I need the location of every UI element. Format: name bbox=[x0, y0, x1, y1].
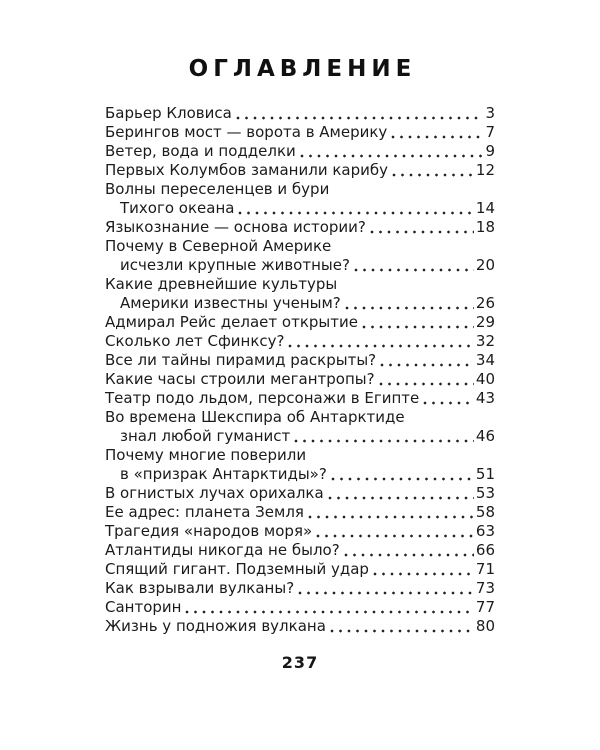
toc-entry-page-number: 12 bbox=[475, 161, 495, 179]
toc-entry-title: Какие древнейшие культуры bbox=[105, 275, 338, 293]
toc-entry-page-number: 51 bbox=[475, 465, 495, 483]
toc-entry-page-number: 73 bbox=[475, 579, 495, 597]
dot-leader bbox=[308, 515, 474, 519]
toc-entry-title: Атлантиды никогда не было? bbox=[105, 541, 340, 559]
dot-leader bbox=[380, 363, 474, 367]
toc-entry-main-line bbox=[105, 313, 495, 332]
toc-entry-main-line bbox=[105, 427, 495, 446]
toc-entry-page-number: 9 bbox=[485, 142, 495, 160]
toc-entry bbox=[105, 123, 495, 142]
toc-entry-first-line bbox=[105, 275, 495, 294]
toc-entry bbox=[105, 332, 495, 351]
toc-entry-main-line bbox=[105, 351, 495, 370]
toc-entry bbox=[105, 560, 495, 579]
toc-entry-main-line bbox=[105, 541, 495, 560]
toc-entry-title: Какие часы строили мегантропы? bbox=[105, 370, 375, 388]
toc-entry-main-line bbox=[105, 199, 495, 218]
toc-entry-title: Театр подо льдом, персонажи в Египте bbox=[105, 389, 420, 407]
toc-entry-title: исчезли крупные животные? bbox=[120, 256, 350, 274]
toc-entry-title: Языкознание — основа истории? bbox=[105, 218, 366, 236]
toc-entry bbox=[105, 522, 495, 541]
toc-entry-main-line bbox=[105, 104, 495, 123]
toc-entry-page-number: 77 bbox=[475, 598, 495, 616]
toc-entry bbox=[105, 275, 495, 313]
toc-entry-title: Санторин bbox=[105, 598, 182, 616]
dot-leader bbox=[344, 553, 474, 557]
toc-entry-main-line bbox=[105, 123, 495, 142]
toc-entry-title: Сколько лет Сфинксу? bbox=[105, 332, 285, 350]
toc-entry-page-number: 18 bbox=[475, 218, 495, 236]
toc-entry-title: Берингов мост — ворота в Америку bbox=[105, 123, 388, 141]
dot-leader bbox=[362, 325, 474, 329]
dot-leader bbox=[288, 344, 473, 348]
toc-entry-title: Ее адрес: планета Земля bbox=[105, 503, 304, 521]
dot-leader bbox=[345, 306, 474, 310]
toc-entry bbox=[105, 161, 495, 180]
toc-entry-page-number: 29 bbox=[475, 313, 495, 331]
toc-entry bbox=[105, 484, 495, 503]
toc-entry-main-line bbox=[105, 579, 495, 598]
dot-leader bbox=[330, 629, 474, 633]
page-number: 237 bbox=[281, 653, 319, 672]
dot-leader bbox=[370, 230, 474, 234]
toc-list bbox=[105, 104, 495, 636]
dot-leader bbox=[238, 211, 473, 215]
toc-entry bbox=[105, 541, 495, 560]
toc-entry-main-line bbox=[105, 389, 495, 408]
toc-entry-main-line bbox=[105, 332, 495, 351]
dot-leader bbox=[185, 610, 473, 614]
toc-entry-first-line bbox=[105, 237, 495, 256]
dot-leader bbox=[298, 591, 474, 595]
dot-leader bbox=[328, 496, 474, 500]
toc-entry-main-line bbox=[105, 370, 495, 389]
toc-entry-main-line bbox=[105, 522, 495, 541]
toc-entry-title: Спящий гигант. Подземный удар bbox=[105, 560, 369, 578]
toc-entry bbox=[105, 446, 495, 484]
toc-entry-main-line bbox=[105, 598, 495, 617]
toc-entry-main-line bbox=[105, 503, 495, 522]
toc-entry bbox=[105, 598, 495, 617]
toc-entry-title: Первых Колумбов заманили карибу bbox=[105, 161, 388, 179]
toc-entry bbox=[105, 503, 495, 522]
toc-entry-title: в «призрак Антарктиды»? bbox=[120, 465, 327, 483]
toc-entry-page-number: 63 bbox=[475, 522, 495, 540]
toc-entry-page-number: 14 bbox=[475, 199, 495, 217]
toc-entry-title: Волны переселенцев и бури bbox=[105, 180, 330, 198]
dot-leader bbox=[331, 477, 474, 481]
dot-leader bbox=[373, 572, 474, 576]
toc-entry bbox=[105, 370, 495, 389]
toc-entry-main-line bbox=[105, 484, 495, 503]
toc-entry bbox=[105, 389, 495, 408]
toc-entry-main-line bbox=[105, 560, 495, 579]
toc-entry-title: Ветер, вода и подделки bbox=[105, 142, 296, 160]
toc-entry bbox=[105, 104, 495, 123]
toc-entry-page-number: 40 bbox=[475, 370, 495, 388]
toc-entry-title: Во времена Шекспира об Антарктиде bbox=[105, 408, 405, 426]
toc-entry-title: Все ли тайны пирамид раскрыты? bbox=[105, 351, 377, 369]
toc-entry-page-number: 7 bbox=[485, 123, 495, 141]
toc-entry bbox=[105, 218, 495, 237]
toc-entry-title: Почему многие поверили bbox=[105, 446, 307, 464]
toc-entry-page-number: 34 bbox=[475, 351, 495, 369]
toc-entry bbox=[105, 237, 495, 275]
toc-entry-page-number: 43 bbox=[475, 389, 495, 407]
dot-leader bbox=[300, 154, 484, 158]
toc-entry bbox=[105, 180, 495, 218]
toc-entry-main-line bbox=[105, 218, 495, 237]
toc-entry-page-number: 53 bbox=[475, 484, 495, 502]
toc-entry-first-line bbox=[105, 408, 495, 427]
dot-leader bbox=[354, 268, 474, 272]
toc-entry bbox=[105, 313, 495, 332]
toc-entry bbox=[105, 408, 495, 446]
toc-entry bbox=[105, 142, 495, 161]
toc-entry-main-line bbox=[105, 142, 495, 161]
dot-leader bbox=[294, 439, 474, 443]
toc-entry-page-number: 26 bbox=[475, 294, 495, 312]
toc-entry-title: Адмирал Рейс делает открытие bbox=[105, 313, 358, 331]
dot-leader bbox=[423, 401, 474, 405]
toc-entry-page-number: 71 bbox=[475, 560, 495, 578]
toc-entry-page-number: 20 bbox=[475, 256, 495, 274]
toc-entry-title: Жизнь у подножия вулкана bbox=[105, 617, 326, 635]
toc-entry-title: Барьер Кловиса bbox=[105, 104, 232, 122]
toc-entry-page-number: 46 bbox=[475, 427, 495, 445]
toc-entry-first-line bbox=[105, 446, 495, 465]
toc-entry-main-line bbox=[105, 617, 495, 636]
dot-leader bbox=[391, 135, 483, 139]
toc-entry-title: В огнистых лучах орихалка bbox=[105, 484, 324, 502]
toc-entry-main-line bbox=[105, 256, 495, 275]
toc-entry-title: Почему в Северной Америке bbox=[105, 237, 332, 255]
toc-entry-title: Тихого океана bbox=[120, 199, 235, 217]
toc-entry-main-line bbox=[105, 161, 495, 180]
toc-entry-page-number: 66 bbox=[475, 541, 495, 559]
toc-entry-title: Америки известны ученым? bbox=[120, 294, 341, 312]
toc-entry-page-number: 32 bbox=[475, 332, 495, 350]
toc-entry-main-line bbox=[105, 465, 495, 484]
toc-entry bbox=[105, 579, 495, 598]
dot-leader bbox=[236, 116, 484, 120]
toc-entry-page-number: 3 bbox=[485, 104, 495, 122]
toc-entry bbox=[105, 617, 495, 636]
dot-leader bbox=[379, 382, 474, 386]
page-title: ОГЛАВЛЕНИЕ bbox=[188, 56, 417, 82]
dot-leader bbox=[316, 534, 474, 538]
toc-entry-page-number: 58 bbox=[475, 503, 495, 521]
toc-entry-title: Трагедия «народов моря» bbox=[105, 522, 313, 540]
dot-leader bbox=[392, 173, 474, 177]
toc-entry-main-line bbox=[105, 294, 495, 313]
toc-entry-first-line bbox=[105, 180, 495, 199]
toc-entry bbox=[105, 351, 495, 370]
toc-entry-title: знал любой гуманист bbox=[120, 427, 291, 445]
toc-entry-title: Как взрывали вулканы? bbox=[105, 579, 295, 597]
toc-entry-page-number: 80 bbox=[475, 617, 495, 635]
